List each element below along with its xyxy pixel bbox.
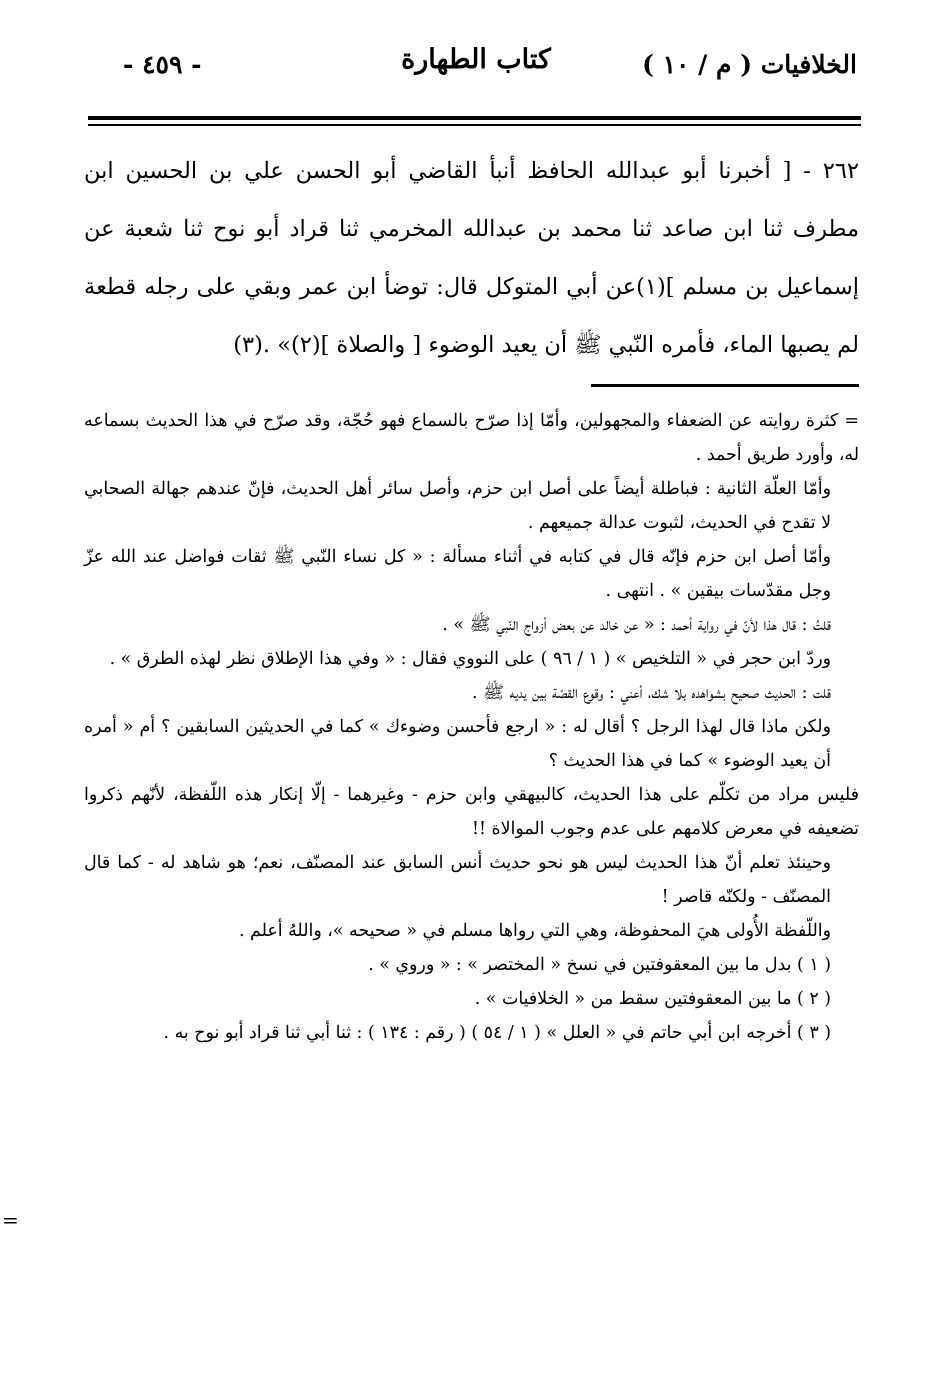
footnote-2: ( ٢ ) ما بين المعقوفتين سقط من « الخلافيات » . (474, 989, 831, 1009)
page-number: - ٤٥٩ - (123, 50, 202, 79)
header-rule-thick (88, 116, 861, 120)
note-paragraph: وردّ ابن حجر في « التلخيص » ( ١ / ٩٦ ) على النووي فقال : « وفي هذا الإطلاق نظر لهذه الطرق » . (109, 649, 831, 669)
footnote-3: ( ٣ ) أخرجه ابن أبي حاتم في « العلل » ( ١ / ٥٤ ) ( رقم : ١٣٤ ) : ثنا أبي ثنا قراد أبو نوح به . (163, 1023, 831, 1043)
footnotes-block (84, 404, 859, 1050)
note-paragraph: ولكن ماذا قال لهذا الرجل ؟ أقال له : « ارجع فأحسن وضوءك » كما في الحديثين السابقين ؟ أم « أمره أن يعيد الوضوء » كما في هذا الحديث ؟ (84, 717, 831, 771)
note-paragraph: واللّفظة الأُولى هيَ المحفوظة، وهي التي رواها مسلم في « صحيحه »، واللهُ أعلم . (238, 921, 831, 941)
header-rule-thin (88, 124, 861, 126)
book-title: الخلافيات ( م / ١٠ ) (642, 50, 857, 79)
chapter-title: كتاب الطهارة (401, 44, 551, 75)
note-paragraph: فليس مراد من تكلّم على هذا الحديث، كالبيهقي وابن حزم - وغيرهما - إلّا إنكار هذه اللّفظة، لأنّهم ذكروا تضعيفه في معرض كلامهم على عدم وجوب الموالاة !! (84, 785, 859, 839)
page-header (95, 40, 857, 96)
continuation-mark: = (2, 1208, 19, 1232)
note-paragraph: وأمّا العلّة الثانية : فباطلة أيضاً على أصل ابن حزم، وأصل سائر أهل الحديث، فإنّ عندهم جهالة الصحابي لا تقدح في الحديث، لثبوت عدالة جميعهم . (84, 479, 831, 533)
note-paragraph: = كثرة روايته عن الضعفاء والمجهولين، وأمّا إذا صرّح بالسماع فهو حُجّة، وقد صرّح في هذا الحديث بسماعه له، وأورد طريق أحمد . (84, 411, 859, 465)
note-paragraph: قلتُ : قال هذا لأنّ في رواية أحمد : « عن خالد عن بعض أزواج النّبي ﷺ » . (442, 615, 831, 635)
note-paragraph: وحينئذ تعلم أنّ هذا الحديث ليس هو نحو حديث أنس السابق عند المصنّف، نعم؛ هو شاهد له - كما قال المصنّف - ولكنّه قاصر ! (84, 853, 831, 907)
main-text-block (84, 142, 859, 374)
footnote-separator (591, 384, 859, 387)
hadith-262: ٢٦٢ - [ أخبرنا أبو عبدالله الحافظ أنبأ القاضي أبو الحسن علي بن الحسين ابن مطرف ثنا ابن صاعد ثنا محمد بن عبدالله المخرمي ثنا قراد أبو نوح ثنا شعبة عن إسماعيل بن مسلم ](١)عن أبي المتوكل قال: توضأ ابن عمر وبقي على رجله قطعة لم يصبها الماء، فأمره النّبي ﷺ أن يعيد الوضوء [ والصلاة ](٢)» .(٣) (84, 158, 859, 358)
footnote-1: ( ١ ) بدل ما بين المعقوفتين في نسخ « المختصر » : « وروي » . (368, 955, 831, 975)
note-paragraph: وأمّا أصل ابن حزم فإنّه قال في كتابه في أثناء مسألة : « كل نساء النّبي ﷺ ثقات فواضل عند الله عزّ وجل مقدّسات بيقين » . انتهى . (84, 547, 831, 601)
note-paragraph: قلت : الحديث صحيح بشواهده بلا شك، أعني : وقوع القصّة بين يديه ﷺ . (472, 683, 831, 703)
